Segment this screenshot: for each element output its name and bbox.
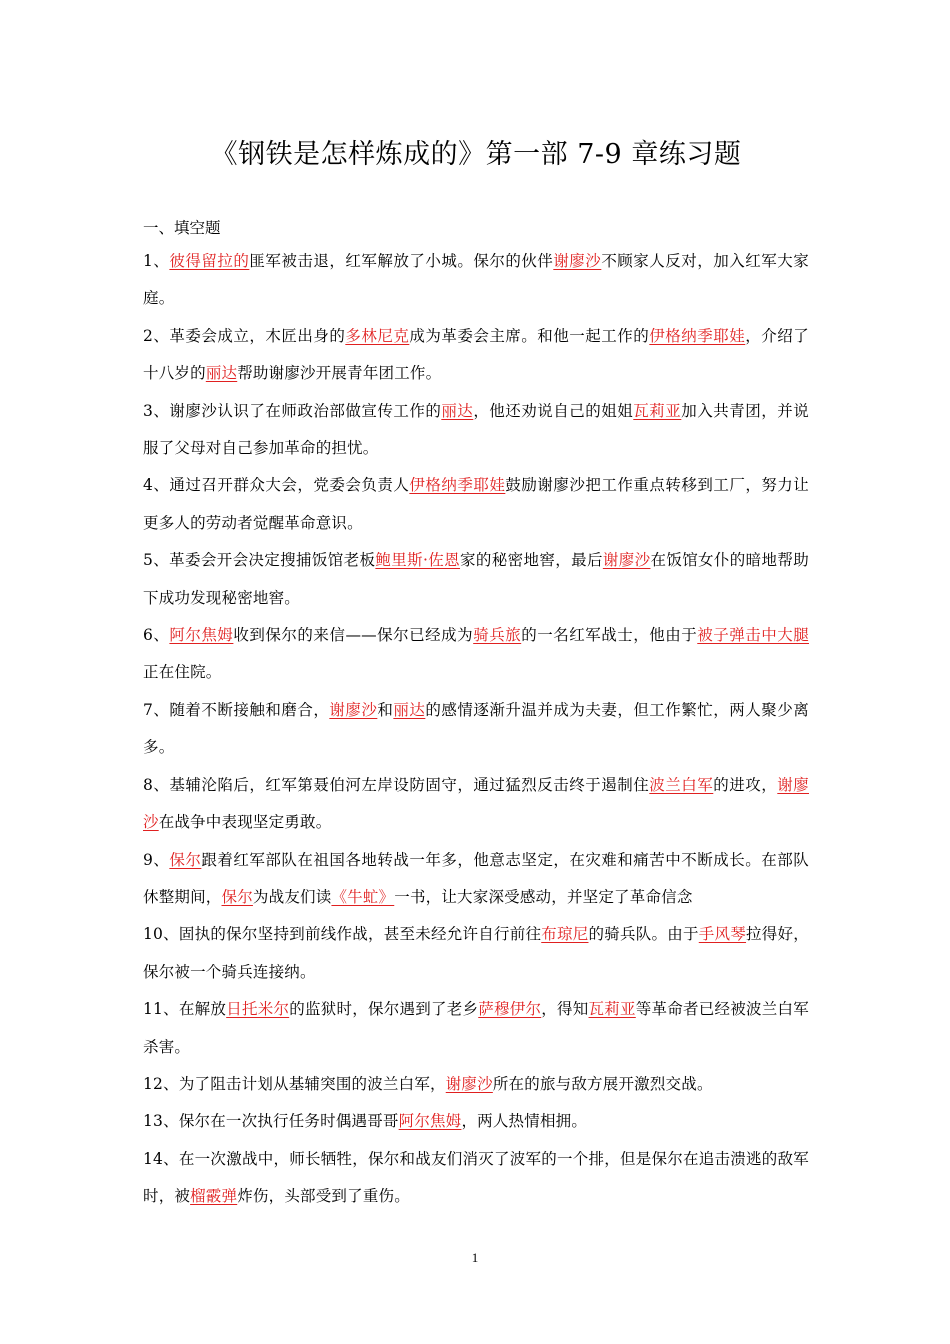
answer-text: 波兰白军 <box>649 775 714 794</box>
question-text: 炸伤，头部受到了重伤。 <box>237 1187 410 1206</box>
question-text: 为战友们读 <box>252 887 332 906</box>
question-text: 的监狱时，保尔遇到了老乡 <box>289 1000 479 1019</box>
question-text: 5、革委会开会决定搜捕饭馆老板 <box>143 551 376 570</box>
answer-text: 日托米尔 <box>226 1000 290 1019</box>
question-text: 的一名红军战士，他由于 <box>521 626 698 645</box>
question-text: 在战争中表现坚定勇敢。 <box>158 813 332 832</box>
answer-text: 保尔 <box>221 887 253 906</box>
question-item <box>143 617 809 692</box>
question-item <box>143 393 809 468</box>
question-item <box>143 991 809 1066</box>
question-item <box>143 1141 809 1216</box>
question-item <box>143 767 809 842</box>
answer-text: 骑兵旅 <box>473 626 522 645</box>
question-item <box>143 1103 809 1140</box>
question-text: 帮助谢廖沙开展青年团工作。 <box>237 364 442 383</box>
question-item <box>143 542 809 617</box>
answer-text: 鲍里斯·佐恩 <box>375 551 461 570</box>
question-text: 不顾家人反对，加入红军大家庭。 <box>143 252 809 308</box>
answer-text: 丽达 <box>205 364 238 383</box>
question-text: 9、 <box>143 850 170 869</box>
question-text: 跟着红军部队在祖国各地转战一年多，他意志坚定，在灾难和痛苦中不断成长。在部队休整期间， <box>143 850 809 906</box>
document-title: 《钢铁是怎样炼成的》第一部 7-9 章练习题 <box>210 139 742 170</box>
question-text: 一书，让大家深受感动，并坚定了革命信念 <box>394 887 693 906</box>
question-text: 家的秘密地窖，最后 <box>460 551 603 570</box>
page-number: 1 <box>471 1250 479 1265</box>
answer-text: 萨穆伊尔 <box>478 1000 542 1019</box>
answer-text: 丽达 <box>393 700 426 719</box>
answer-text: 彼得留拉的 <box>169 252 250 270</box>
answer-text: 伊格纳季耶娃 <box>649 326 746 345</box>
answer-text: 伊格纳季耶娃 <box>409 476 506 495</box>
question-text: 所在的旅与敌方展开激烈交战。 <box>492 1074 713 1093</box>
answer-text: 谢廖沙 <box>553 252 602 270</box>
question-item <box>143 692 809 767</box>
question-item <box>143 916 809 991</box>
question-text: 鼓励谢廖沙把工作重点转移到工厂，努力让更多人的劳动者觉醒革命意识。 <box>143 476 810 532</box>
question-text: 10、固执的保尔坚持到前线作战，甚至未经允许自行前往 <box>143 925 542 944</box>
question-item <box>143 842 809 917</box>
question-text: 3、谢廖沙认识了在师政治部做宣传工作的 <box>143 401 442 420</box>
question-text: 11、在解放 <box>143 1000 227 1019</box>
answer-text: 多林尼克 <box>345 326 410 345</box>
question-text: 7、随着不断接触和磨合， <box>143 700 330 719</box>
question-text: 4、通过召开群众大会，党委会负责人 <box>143 476 410 495</box>
question-text: 6、 <box>143 626 170 645</box>
answer-text: 榴霰弹 <box>190 1187 238 1206</box>
answer-text: 阿尔焦姆 <box>398 1112 462 1131</box>
answer-text: 谢廖沙 <box>602 551 651 570</box>
question-text: 在饭馆女仆的暗地帮助下成功发现秘密地窖。 <box>143 551 809 607</box>
question-text: 等革命者已经被波兰白军杀害。 <box>143 1000 809 1056</box>
question-text: 收到保尔的来信——保尔已经成为 <box>233 626 474 645</box>
answer-text: 《牛虻》 <box>331 887 395 906</box>
answer-text: 阿尔焦姆 <box>169 626 234 645</box>
answer-text: 瓦莉亚 <box>588 1000 636 1019</box>
answer-text: 被子弹击中大腿 <box>697 626 809 645</box>
question-text: ，他还劝说自己的姐姐 <box>473 401 634 420</box>
answer-text: 丽达 <box>441 401 474 420</box>
answer-text: 谢廖沙 <box>445 1074 493 1093</box>
question-text: 14、在一次激战中，师长牺牲，保尔和战友们消灭了波军的一个排，但是保尔在追击溃逃的敌军时，被 <box>143 1149 809 1206</box>
answer-text: 谢廖沙 <box>329 700 378 719</box>
question-text: 加入共青团，并说服了父母对自己参加革命的担忧。 <box>143 401 809 458</box>
question-text: 和 <box>377 700 394 719</box>
question-text: 成为革委会主席。和他一起工作的 <box>409 326 650 345</box>
question-text: 12、为了阻击计划从基辅突围的波兰白军， <box>143 1074 446 1093</box>
question-text: 2、革委会成立，木匠出身的 <box>143 326 346 345</box>
question-text: 13、保尔在一次执行任务时偶遇哥哥 <box>143 1112 399 1131</box>
question-text: ，得知 <box>541 1000 589 1019</box>
question-text: 正在住院。 <box>143 663 222 682</box>
answer-text: 保尔 <box>169 850 202 869</box>
question-text: 拉得好，保尔被一个骑兵连接纳。 <box>143 925 809 981</box>
answer-text: 瓦莉亚 <box>633 401 682 420</box>
question-text: 的进攻， <box>713 775 778 794</box>
question-text: 8、基辅沦陷后，红军第聂伯河左岸设防固守，通过猛烈反击终于遏制住 <box>143 775 650 794</box>
question-text: 的感情逐渐升温并成为夫妻，但工作繁忙，两人聚少离多。 <box>143 700 809 757</box>
question-list <box>143 243 809 1216</box>
answer-text: 布琼尼 <box>541 925 589 944</box>
question-text: ，介绍了十八岁的 <box>143 326 809 383</box>
answer-text: 手风琴 <box>698 925 747 944</box>
question-item <box>143 318 809 393</box>
question-text: 匪军被击退，红军解放了小城。保尔的伙伴 <box>249 252 554 270</box>
question-item <box>143 1066 809 1103</box>
question-text: ，两人热情相拥。 <box>461 1112 588 1131</box>
question-text: 1、 <box>143 252 170 270</box>
question-item <box>143 243 809 318</box>
section-heading: 一、填空题 <box>143 219 221 237</box>
answer-text: 谢廖沙 <box>143 775 809 832</box>
question-text: 的骑兵队。由于 <box>588 925 699 944</box>
question-item <box>143 467 809 542</box>
